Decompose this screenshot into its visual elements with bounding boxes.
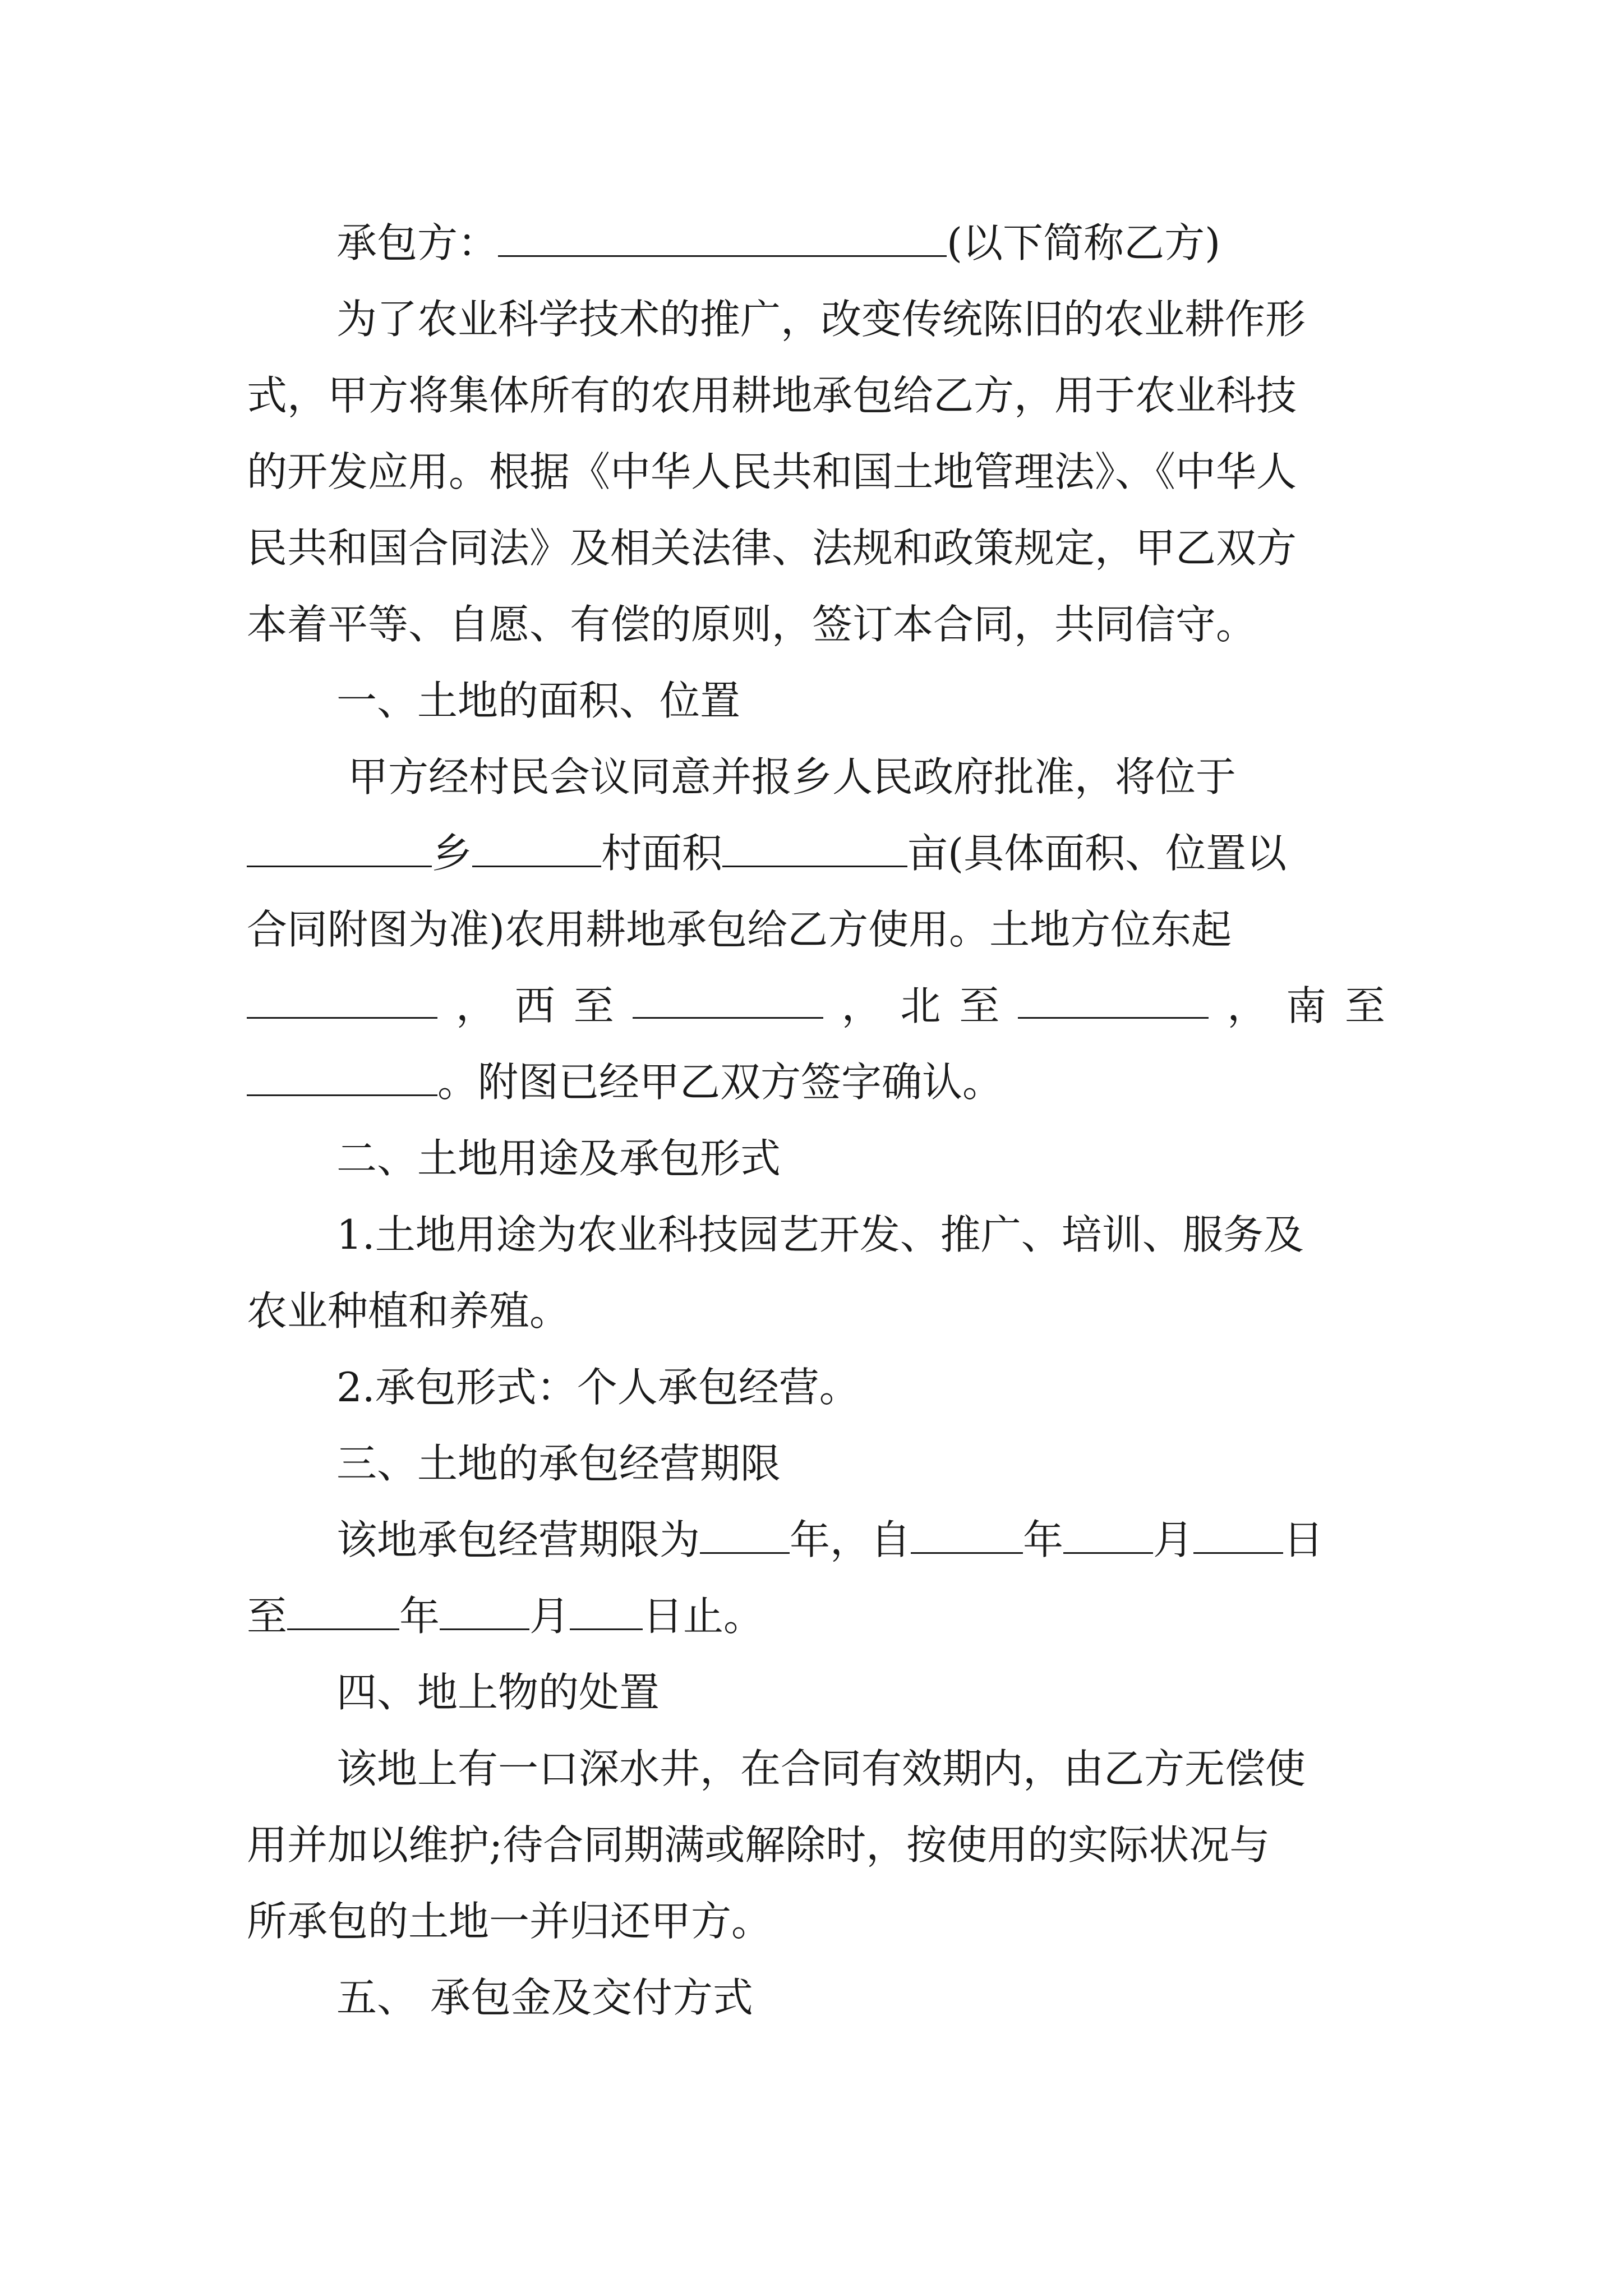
section1-line-5 (247, 1054, 1385, 1110)
section4-line-2: 用并加以维护;待合同期满或解除时，按使用的实际状况与 (247, 1821, 1270, 1869)
north-blank (1018, 978, 1209, 1019)
section4-line-1: 该地上有一口深水井，在合同有效期内，由乙方无偿使 (336, 1745, 1306, 1792)
section1-line-1: 甲方经村民会议同意并报乡人民政府批准，将位于 (348, 753, 1237, 800)
start-month-blank (1063, 1513, 1153, 1554)
section1-line-3: 合同附图为准)农用耕地承包给乙方使用。土地方位东起 (247, 906, 1232, 953)
day-end-text: 日止。 (643, 1593, 764, 1640)
village-blank (472, 826, 601, 867)
intro-line-3: 的开发应用。根据《中华人民共和国土地管理法》、《中华人 (247, 448, 1297, 495)
west-blank (633, 978, 823, 1019)
until-text: 至 (247, 1593, 288, 1640)
year-from-text: 年，自 (790, 1516, 911, 1563)
area-unit-text: 亩(具体面积、位置以 (907, 830, 1287, 877)
section3-line-2 (247, 1588, 1385, 1644)
south-text: 南 (1286, 982, 1327, 1029)
month-text: 月 (1153, 1516, 1194, 1563)
start-year-blank (911, 1513, 1023, 1554)
area-blank (722, 826, 907, 867)
contractor-label: 承包方： (336, 219, 499, 266)
section4-line-3: 所承包的土地一并归还甲方。 (247, 1898, 772, 1945)
comma-text: ， (455, 982, 496, 1029)
comma-text: ， (1227, 982, 1268, 1029)
map-confirm-text: 。附图已经甲乙双方签字确认。 (437, 1059, 1003, 1106)
village-area-label: 村面积 (601, 830, 723, 877)
west-text: 西 (514, 982, 555, 1029)
end-year-blank (287, 1589, 399, 1630)
contractor-suffix: (以下简称乙方) (947, 219, 1221, 266)
township-label: 乡 (432, 830, 473, 877)
section4-heading: 四、地上物的处置 (336, 1669, 660, 1716)
start-day-blank (1193, 1513, 1283, 1554)
year-text: 年 (1023, 1516, 1064, 1563)
intro-line-2: 式，甲方将集体所有的农用耕地承包给乙方，用于农业科技 (247, 372, 1297, 419)
section3-heading: 三、土地的承包经营期限 (336, 1440, 781, 1487)
intro-line-4: 民共和国合同法》及相关法律、法规和政策规定，甲乙双方 (247, 524, 1297, 572)
intro-line-5: 本着平等、自愿、有偿的原则，签订本合同，共同信守。 (247, 601, 1257, 648)
intro-line-1: 为了农业科学技术的推广，改变传统陈旧的农业耕作形 (336, 296, 1306, 343)
section2-heading: 二、土地用途及承包形式 (336, 1135, 781, 1182)
day-text: 日 (1283, 1516, 1324, 1563)
to-text: 至 (573, 982, 614, 1029)
month-text: 月 (529, 1593, 570, 1640)
comma-text: ， (841, 982, 882, 1029)
contractor-line (336, 215, 1385, 271)
south-blank (247, 1055, 437, 1096)
section2-item2: 2.承包形式：个人承包经营。 (336, 1364, 860, 1411)
north-text: 北 (900, 982, 941, 1029)
section3-line-1 (336, 1512, 1385, 1568)
township-blank (247, 826, 432, 867)
contractor-blank (498, 216, 947, 257)
end-day-blank (570, 1589, 643, 1630)
year-text: 年 (399, 1593, 440, 1640)
section5-heading: 五、 承包金及交付方式 (336, 1974, 753, 2021)
to-text: 至 (1344, 982, 1385, 1029)
section1-heading: 一、土地的面积、位置 (336, 677, 741, 724)
east-blank (247, 978, 437, 1019)
term-label: 该地承包经营期限为 (336, 1516, 700, 1563)
to-text: 至 (959, 982, 1000, 1029)
end-month-blank (440, 1589, 529, 1630)
section1-line-2 (247, 825, 1385, 881)
section2-item1-line-2: 农业种植和养殖。 (247, 1287, 570, 1335)
term-years-blank (700, 1513, 790, 1554)
section2-item1-line-1: 1.土地用途为农业科技园艺开发、推广、培训、服务及 (336, 1211, 1304, 1258)
section1-line-4 (247, 978, 1385, 1034)
